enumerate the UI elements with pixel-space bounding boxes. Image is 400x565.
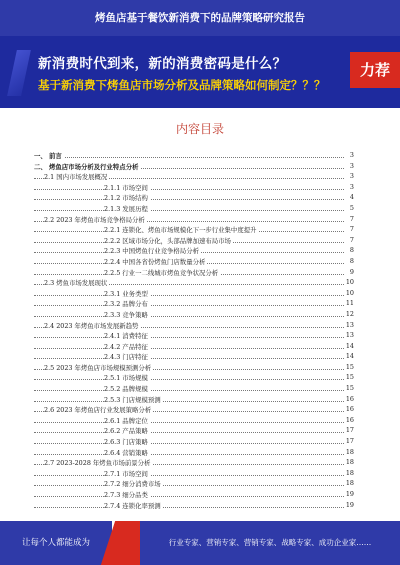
toc-entry[interactable] (34, 404, 354, 415)
toc-entry-label: 二、 烤鱼店市场分析及行业特点分析 (34, 162, 139, 171)
toc-entry[interactable] (34, 457, 354, 468)
toc-entry-label: 2.1.3 发展历程 (104, 204, 148, 213)
toc-entry-page: 17 (345, 437, 354, 446)
toc-entry[interactable] (34, 320, 354, 331)
toc-entry-label: 2.3.2 品牌分布 (104, 300, 148, 309)
toc-entry-label: 2.4.2 产品特征 (104, 342, 148, 351)
toc-title: 内容目录 (175, 122, 224, 136)
toc-entry-label: 2.7.3 细分品类 (104, 491, 148, 499)
toc-entry[interactable] (34, 468, 354, 479)
toc-leader-dots (34, 305, 344, 306)
toc-leader-dots (34, 348, 344, 349)
toc-entry-label: 2.2.2 区域市场分化，头部品牌加速布局市场 (104, 236, 231, 245)
toc-entry[interactable] (34, 288, 354, 299)
toc-entry-label: 2.5.1 市场规模 (104, 374, 148, 383)
toc-leader-dots (34, 316, 344, 317)
toc-entry[interactable] (34, 341, 354, 352)
report-title: 烤鱼店基于餐饮新消费下的品牌策略研究报告 (95, 12, 305, 24)
toc-entry-label: 2.5 2023 年烤鱼店市场规模预测分析 (44, 363, 152, 372)
toc-entry[interactable] (34, 214, 354, 225)
toc-entry-page: 10 (345, 278, 354, 287)
toc-leader-dots (34, 475, 344, 476)
toc-entry-label: 2.4.3 门店特征 (104, 353, 148, 362)
toc-entry-label: 2.6.1 品牌定位 (104, 416, 148, 425)
toc-entry-label: 2.6 2023 年烤鱼店行业发展策略分析 (44, 406, 152, 415)
toc-leader-dots (34, 443, 344, 444)
toc-entry-page: 12 (345, 309, 354, 318)
toc-entry-page: 17 (345, 426, 354, 435)
toc-entry-label: 2.5.2 品牌规模 (104, 385, 148, 394)
toc-leader-dots (34, 157, 344, 158)
toc-entry[interactable] (34, 150, 354, 161)
toc-entry-page: 8 (349, 256, 354, 265)
toc-entry-page: 16 (345, 405, 354, 414)
toc-entry[interactable] (34, 224, 354, 235)
toc-leader-dots (34, 295, 344, 296)
recommend-badge: 力荐 (350, 52, 400, 88)
toc-entry[interactable] (34, 182, 354, 193)
toc-entry[interactable] (34, 362, 354, 373)
toc-entry[interactable] (34, 447, 354, 458)
toc-leader-dots (34, 189, 344, 190)
toc-leader-dots (34, 454, 344, 455)
toc-entry-label: 2.6.3 门店策略 (104, 438, 148, 447)
toc-entry-page: 16 (345, 415, 354, 424)
toc-entry-page: 19 (345, 500, 354, 509)
toc-entry[interactable] (34, 500, 354, 511)
toc-entry[interactable] (34, 372, 354, 383)
toc-entry-page: 15 (345, 373, 354, 382)
toc-entry[interactable] (34, 489, 354, 500)
toc-entry-page: 4 (349, 193, 354, 202)
toc-entry[interactable] (34, 161, 354, 172)
toc-entry-label: 2.7.2 细分消费市场 (104, 480, 161, 489)
toc-entry-label: 2.2 2023 年烤鱼市场竞争格局分析 (44, 215, 145, 224)
toc-entry-label: 一、 前言 (34, 152, 62, 160)
toc-entry[interactable] (34, 256, 354, 267)
toc-entry-page: 7 (349, 235, 354, 244)
decorative-slash (7, 50, 31, 96)
toc-entry-page: 3 (349, 161, 354, 170)
toc-entry-label: 2.2.4 中国各省份烤鱼门店数量分析 (104, 257, 206, 266)
footer (0, 521, 400, 565)
toc-entry-label: 2.3 烤鱼市场发展现状 (44, 279, 108, 288)
toc-entry-page: 14 (345, 352, 354, 361)
toc-entry[interactable] (34, 203, 354, 214)
toc-entry-page: 9 (349, 267, 354, 276)
toc-leader-dots (34, 485, 344, 486)
toc-entry-page: 19 (345, 490, 354, 498)
toc-leader-dots (34, 496, 344, 497)
toc-entry[interactable] (34, 235, 354, 246)
toc-entry-page: 13 (345, 331, 354, 340)
toc-entry-page: 3 (349, 182, 354, 191)
toc-entry-page: 15 (345, 384, 354, 393)
hero-banner (0, 36, 400, 108)
toc-entry[interactable] (34, 425, 354, 436)
toc-entry-page: 16 (345, 394, 354, 403)
toc-entry-label: 2.1 国内市场发展概况 (44, 173, 108, 182)
report-title-bar (0, 0, 400, 36)
toc-leader-dots (34, 199, 344, 200)
toc-entry-label: 2.4.1 消费特征 (104, 332, 148, 341)
toc-entry-label: 2.2.5 行业一二线城市烤鱼竞争状况分析 (104, 268, 219, 277)
toc-entry-label: 2.7.1 市场空间 (104, 469, 148, 478)
toc-leader-dots (34, 210, 344, 211)
toc-entry-label: 2.7 2023-2028 年烤鱼市场前景分析 (44, 459, 151, 468)
toc-entry-label: 2.4 2023 年烤鱼市场发展新趋势 (44, 321, 139, 330)
toc-entry-page: 18 (345, 458, 354, 467)
toc-entry-page: 18 (345, 468, 354, 477)
toc-entry-label: 2.5.3 门店规模预测 (104, 395, 161, 404)
toc-leader-dots (34, 390, 344, 391)
toc-entry-page: 10 (345, 288, 354, 297)
toc-entry-page: 18 (345, 479, 354, 488)
toc-entry-label: 2.1.2 市场结构 (104, 194, 148, 203)
toc-entry-page: 7 (349, 214, 354, 223)
toc-entry[interactable] (34, 309, 354, 320)
toc-entry-label: 2.7.4 连锁化率预测 (104, 501, 161, 510)
toc-entry[interactable] (34, 277, 354, 288)
toc-entry[interactable] (34, 478, 354, 489)
toc-entry-page: 3 (349, 151, 354, 159)
toc-entry-label: 2.3.3 竞争策略 (104, 310, 148, 319)
toc-leader-dots (34, 422, 344, 423)
toc-leader-dots (34, 358, 344, 359)
hero-subheadline: 基于新消费下烤鱼店市场分析及品牌策略如何制定？？？ (38, 78, 326, 92)
toc-entry-label: 2.1.1 市场空间 (104, 183, 148, 192)
toc-entry[interactable] (34, 436, 354, 447)
toc-leader-dots (34, 432, 344, 433)
toc-entry-label: 2.3.1 业务类型 (104, 289, 148, 298)
toc-entry-label: 2.6.4 营销策略 (104, 448, 148, 457)
footer-roles: 行业专家、营销专家、营销专家、战略专家、成功企业家…… (140, 521, 400, 565)
toc-entry-label: 2.2.3 中国烤鱼行业竞争格局分析 (104, 247, 199, 256)
hero-headline: 新消费时代到来，新的消费密码是什么？ (38, 56, 287, 72)
toc-entry[interactable] (34, 267, 354, 278)
toc-entry[interactable] (34, 351, 354, 362)
toc-entry[interactable] (34, 415, 354, 426)
toc-entry[interactable] (34, 245, 354, 256)
toc-entry-label: 2.2.1 连锁化、烤鱼市场规模化下一步行业集中度提升 (104, 226, 257, 235)
toc-leader-dots (34, 401, 344, 402)
toc-entry[interactable] (34, 383, 354, 394)
toc-leader-dots (34, 507, 344, 508)
toc-entry[interactable] (34, 192, 354, 203)
toc-entry-page: 13 (345, 320, 354, 329)
toc-entry-page: 3 (349, 172, 354, 181)
toc-entry-page: 14 (345, 341, 354, 350)
toc-entry-page: 7 (349, 225, 354, 234)
toc-entry-page: 5 (349, 203, 354, 212)
toc-entry[interactable] (34, 330, 354, 341)
toc-entry[interactable] (34, 394, 354, 405)
toc-leader-dots (34, 379, 344, 380)
toc-entry-page: 8 (349, 246, 354, 255)
toc-entry[interactable] (34, 171, 354, 182)
footer-slogan: 让每个人都能成为 (0, 521, 112, 565)
toc-leader-dots (34, 337, 344, 338)
toc-entry-page: 11 (345, 299, 354, 308)
table-of-contents (34, 150, 354, 510)
toc-entry-page: 18 (345, 447, 354, 456)
toc-entry[interactable] (34, 298, 354, 309)
toc-entry-label: 2.6.2 产品策略 (104, 427, 148, 436)
toc-entry-page: 15 (345, 362, 354, 371)
